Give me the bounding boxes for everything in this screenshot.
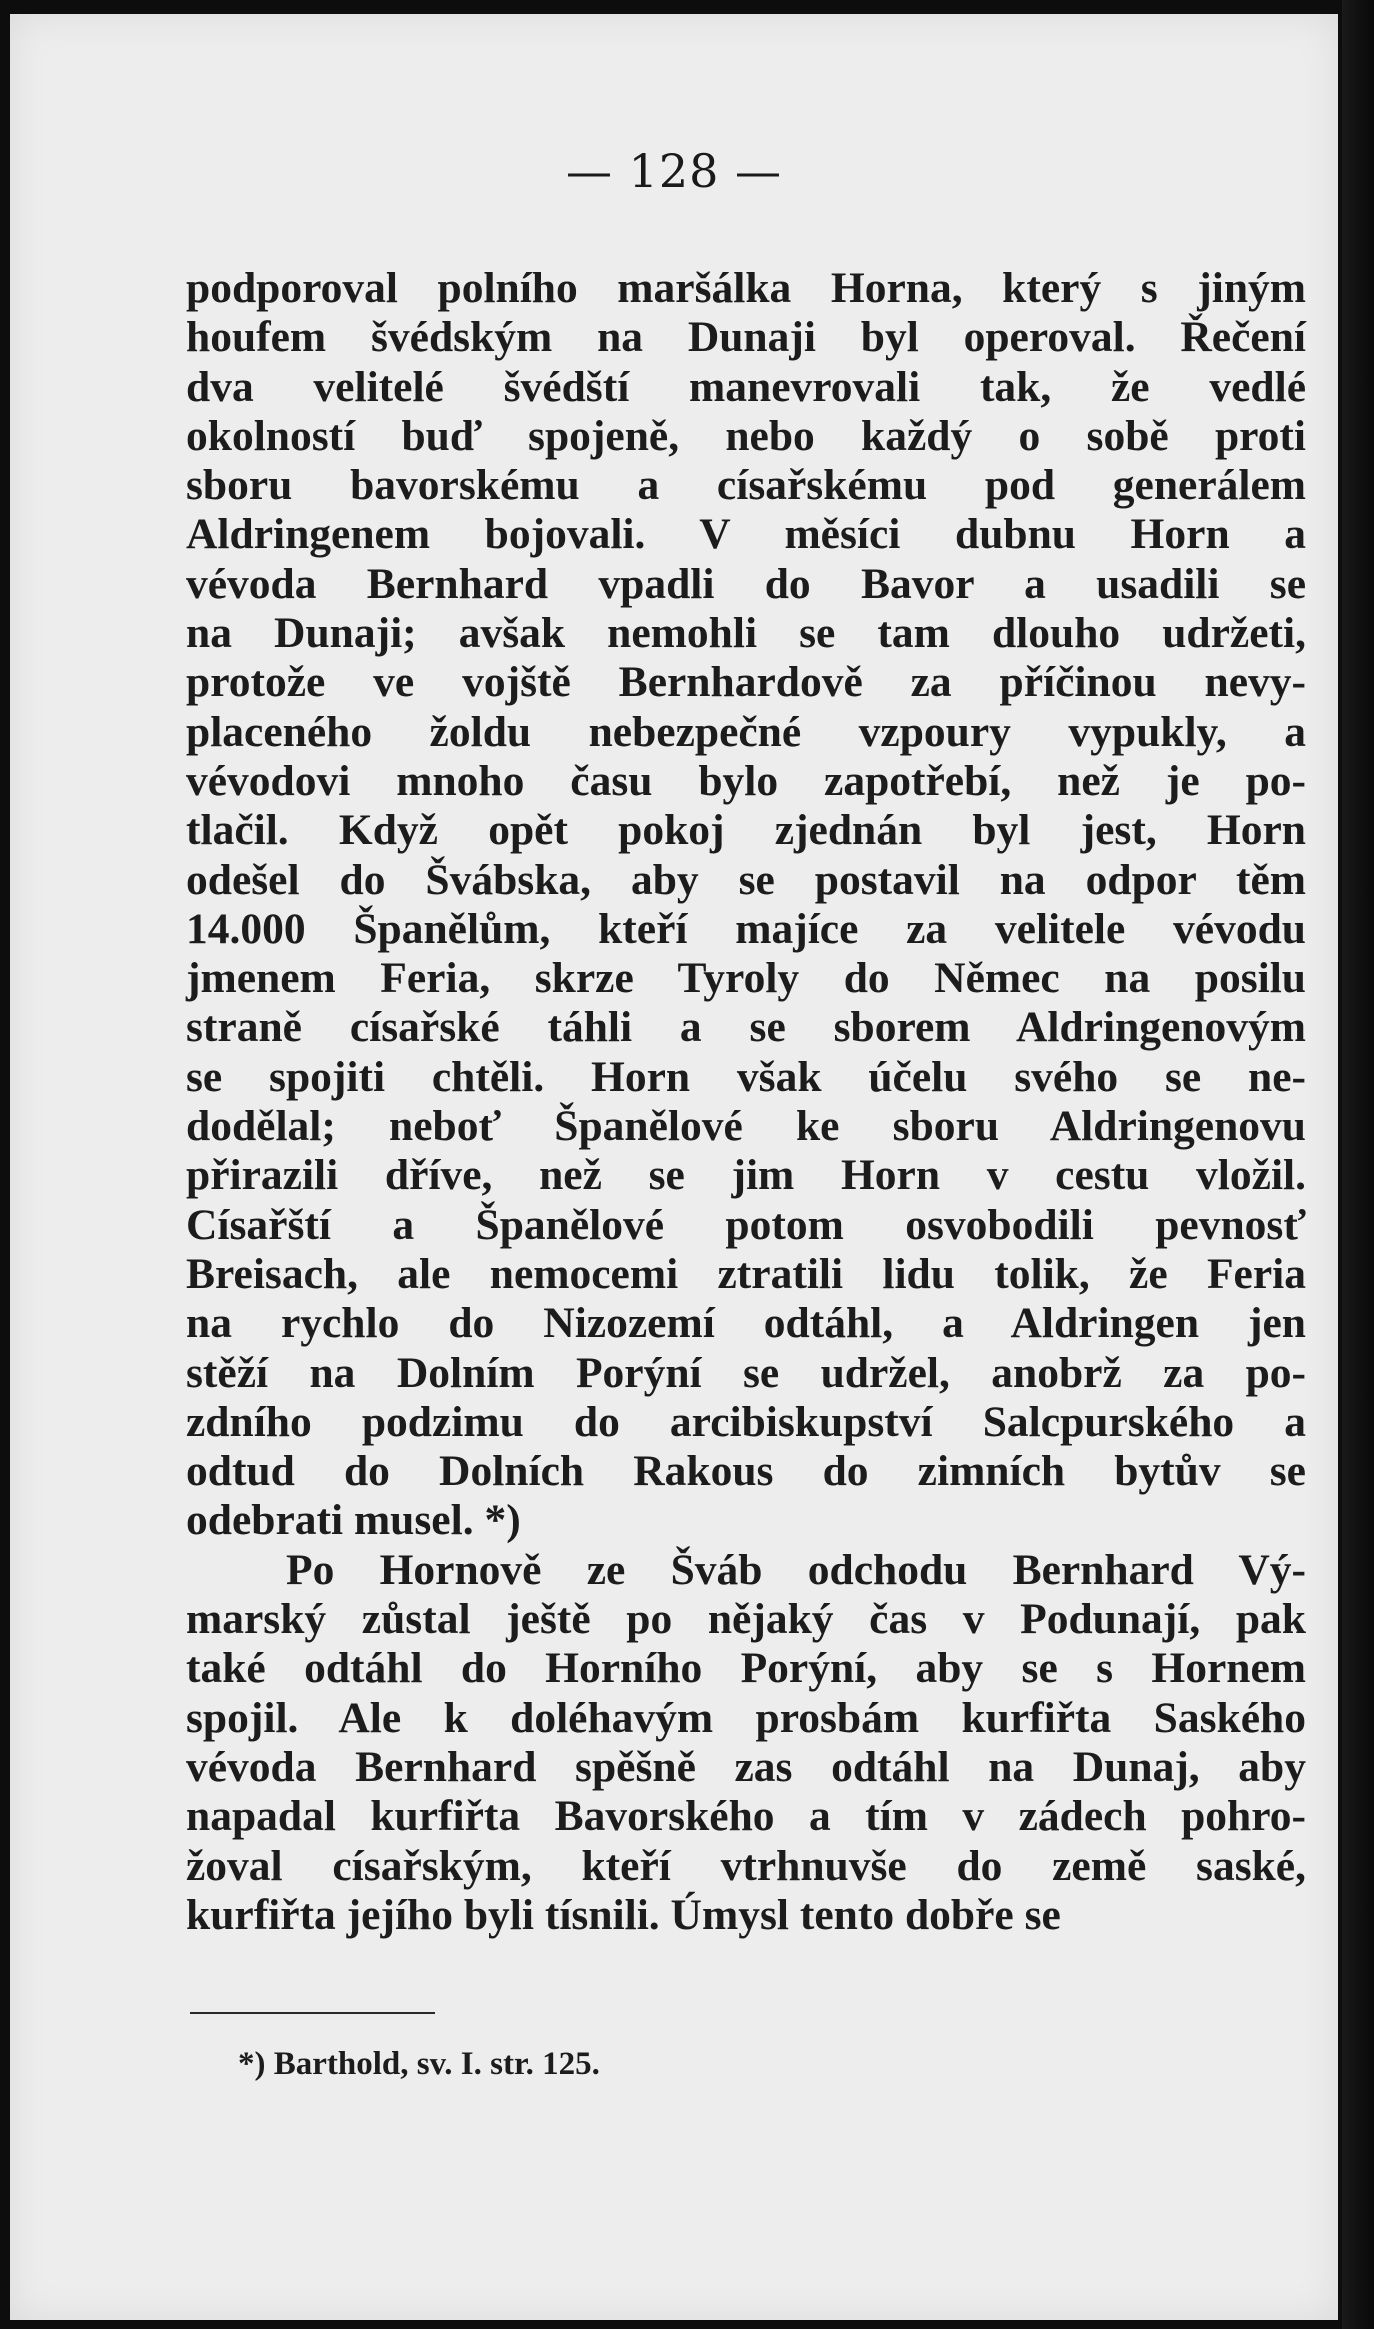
- text-line: podporoval polního maršálka Horna, který s jiným: [186, 264, 1306, 312]
- text-line: přirazili dříve, než se jim Horn v cestu vložil.: [186, 1151, 1306, 1200]
- text-line: kurfiřta jejího byli tísnili. Úmysl tento dobře se: [186, 1890, 1061, 1939]
- text-line: Po Hornově ze Šváb odchodu Bernhard Vý-: [286, 1545, 1306, 1594]
- text-line: straně císařské táhli a se sborem Aldringenovým: [186, 1003, 1306, 1052]
- body-text: [186, 264, 1306, 1940]
- text-line: dodělal; neboť Španělové ke sboru Aldringenovu: [186, 1102, 1306, 1151]
- text-line: tlačil. Když opět pokoj zjednán byl jest, Horn: [186, 806, 1306, 855]
- paragraph-2: [186, 1546, 1306, 1940]
- text-line: spojil. Ale k doléhavým prosbám kurfiřta Saského: [186, 1693, 1306, 1742]
- text-line: Aldringenem bojovali. V měsíci dubnu Horn a: [186, 510, 1306, 559]
- text-line: stěží na Dolním Porýní se udržel, anobrž za po-: [186, 1348, 1306, 1397]
- text-line: dva velitelé švédští manevrovali tak, že vedlé: [186, 362, 1306, 411]
- footnote: *) Barthold, sv. I. str. 125.: [238, 2046, 600, 2082]
- text-line: napadal kurfiřta Bavorského a tím v zádech pohro-: [186, 1792, 1306, 1841]
- text-line: vévoda Bernhard vpadli do Bavor a usadili se: [186, 559, 1306, 608]
- paragraph-1: [186, 264, 1306, 1546]
- page-number: — 128 —: [565, 144, 783, 198]
- text-line: okolností buď spojeně, nebo každý o sobě proti: [186, 411, 1306, 460]
- text-line: žoval císařským, kteří vtrhnuvše do země saské,: [186, 1841, 1306, 1890]
- text-line: 14.000 Španělům, kteří majíce za velitele vévodu: [186, 904, 1306, 953]
- text-line: na rychlo do Nizozemí odtáhl, a Aldringen jen: [186, 1299, 1306, 1348]
- text-line: odebrati musel. *): [186, 1496, 521, 1545]
- text-line: protože ve vojště Bernhardově za příčinou nevy-: [186, 658, 1306, 707]
- text-line: odešel do Švábska, aby se postavil na odpor těm: [186, 855, 1306, 904]
- text-line: Císařští a Španělové potom osvobodili pevnosť: [186, 1200, 1306, 1249]
- text-line: také odtáhl do Horního Porýní, aby se s Hornem: [186, 1644, 1306, 1693]
- text-line: sboru bavorskému a císařskému pod generálem: [186, 461, 1306, 510]
- text-line: houfem švédským na Dunaji byl operoval. Řečení: [186, 313, 1306, 362]
- footnote-divider: [190, 2012, 435, 2014]
- scan-edge: [1342, 0, 1374, 2329]
- text-line: placeného žoldu nebezpečné vzpoury vypukly, a: [186, 707, 1306, 756]
- text-line: jmenem Feria, skrze Tyroly do Němec na posilu: [186, 954, 1306, 1003]
- text-line: marský zůstal ještě po nějaký čas v Podunají, pak: [186, 1595, 1306, 1644]
- text-line: se spojiti chtěli. Horn však účelu svého se ne-: [186, 1052, 1306, 1101]
- text-line: vévoda Bernhard spěšně zas odtáhl na Dunaj, aby: [186, 1742, 1306, 1791]
- text-line: Breisach, ale nemocemi ztratili lidu tolik, že Feria: [186, 1249, 1306, 1298]
- text-line: odtud do Dolních Rakous do zimních bytův se: [186, 1447, 1306, 1496]
- text-line: vévodovi mnoho času bylo zapotřebí, než je po-: [186, 756, 1306, 805]
- text-line: zdního podzimu do arcibiskupství Salcpurského a: [186, 1397, 1306, 1446]
- text-line: na Dunaji; avšak nemohli se tam dlouho udržeti,: [186, 609, 1306, 658]
